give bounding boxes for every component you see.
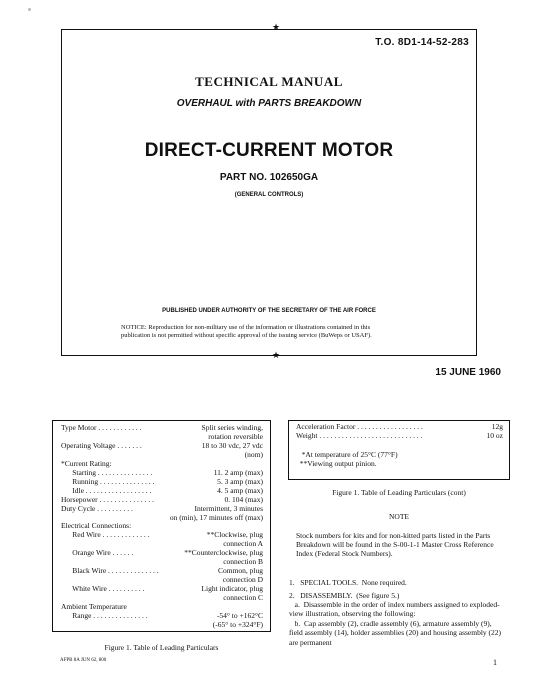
part-number: PART NO. 102650GA <box>219 172 319 183</box>
spec-value: 12g <box>491 422 503 431</box>
spec-row <box>61 602 263 611</box>
notice <box>121 324 421 340</box>
to-number: T.O. 8D1-14-52-283 <box>375 37 469 48</box>
spec-row <box>61 575 263 584</box>
spec-row <box>61 441 263 450</box>
spec-value: rotation reversible <box>208 431 263 441</box>
spec-value: **Clockwise, plug <box>206 530 263 540</box>
spec-label: Starting . . . . . . . . . . . . . . . <box>61 467 153 477</box>
spec-value: **Counterclockwise, plug <box>184 548 263 558</box>
note-heading: NOTE <box>389 512 409 521</box>
spec-label: Acceleration Factor . . . . . . . . . . . . . . . . . . <box>296 422 423 431</box>
spec-value: (-65° to +324°F) <box>212 619 263 629</box>
spec-label: *At temperature of 25°C (77°F) <box>296 449 398 459</box>
figure-caption: Figure 1. Table of Leading Particulars <box>104 643 219 652</box>
spec-row <box>61 468 263 477</box>
spec-row <box>61 477 263 486</box>
spec-row <box>61 459 263 468</box>
publication-date: 15 JUNE 1960 <box>435 367 501 378</box>
spec-value: 0. 104 (max) <box>224 494 263 504</box>
spec-label: Weight . . . . . . . . . . . . . . . . . . . . . . . . . . . . <box>296 431 423 441</box>
spec-label: Running . . . . . . . . . . . . . . . <box>61 476 155 486</box>
spec-label: Orange Wire . . . . . . <box>61 548 134 558</box>
spec-value: 18 to 30 vdc, 27 vdc <box>201 440 263 450</box>
spec-row <box>296 450 503 459</box>
spec-label: Electrical Connections: <box>61 521 132 531</box>
spec-row <box>61 566 263 575</box>
spec-value: connection D <box>222 575 263 585</box>
spec-value: connection A <box>223 539 263 549</box>
spec-value: -54° to +162°C <box>216 610 263 620</box>
spec-row <box>61 504 263 513</box>
print-code: AFPB 8A JUN 62, 800 <box>60 658 107 663</box>
spec-row <box>296 459 503 468</box>
spec-value: connection B <box>223 557 263 567</box>
spec-row <box>61 450 263 459</box>
authority-line: PUBLISHED UNDER AUTHORITY OF THE SECRETARY OF THE AIR FORCE <box>162 308 376 314</box>
star-icon: ★ <box>272 350 281 360</box>
spec-label: Operating Voltage . . . . . . . <box>61 440 142 450</box>
spec-row <box>61 432 263 441</box>
spec-row <box>296 422 503 431</box>
spec-value: (nom) <box>244 449 263 459</box>
spec-row <box>61 611 263 620</box>
manufacturer: (GENERAL CONTROLS) <box>234 192 304 198</box>
spec-label: Horsepower . . . . . . . . . . . . . . . <box>61 494 154 504</box>
spec-row <box>61 539 263 548</box>
spec-value: connection C <box>223 593 263 603</box>
spec-label: Black Wire . . . . . . . . . . . . . . <box>61 566 159 576</box>
spec-value: Split series winding, <box>201 423 263 432</box>
spec-row <box>61 620 263 629</box>
spec-row <box>61 557 263 566</box>
spec-value: 11. 2 amp (max) <box>213 467 263 477</box>
spec-row <box>296 440 503 449</box>
manual-subtitle: OVERHAUL with PARTS BREAKDOWN <box>176 98 362 109</box>
note-text: Stock numbers for kits and for non-kitted parts listed in the Parts Breakdown will be found in the S-00-1-1 Master Cross Reference Index (Federal Stock Numbers). <box>296 531 494 559</box>
spec-value: Common, plug <box>217 566 263 576</box>
spec-row <box>61 593 263 602</box>
scan-speck <box>28 8 31 11</box>
disassembly-text: a. Disassemble in the order of index numbers assigned to exploded-view illustration, observing the following: b. Cap assembly (2), cradle assembly (6), armature assembly (9), field assembly (14), holder assemblies (20) and housing assembly (22) are permanent <box>289 600 502 647</box>
spec-label: *Current Rating: <box>61 458 112 468</box>
spec-row <box>61 548 263 557</box>
paragraph-disassembly: 2. DISASSEMBLY. (See figure 5.) <box>289 591 400 600</box>
spec-row <box>61 513 263 522</box>
spec-label: Duty Cycle . . . . . . . . . . <box>61 503 133 513</box>
star-icon: ★ <box>272 22 281 32</box>
notice-line-2: publication is not permitted without specific approval of the issuing service (BuWeps or USAF). <box>121 332 372 339</box>
spec-label: White Wire . . . . . . . . . . <box>61 584 145 594</box>
main-title: DIRECT-CURRENT MOTOR <box>144 140 394 161</box>
paragraph-special-tools: 1. SPECIAL TOOLS. None required. <box>289 578 407 587</box>
figure-caption-cont: Figure 1. Table of Leading Particulars (cont) <box>332 488 466 497</box>
spec-value: Intermittent, 3 minutes <box>194 503 263 513</box>
spec-row <box>61 486 263 495</box>
spec-label: Type Motor . . . . . . . . . . . . <box>61 423 142 432</box>
spec-row <box>296 431 503 440</box>
spec-label: Range . . . . . . . . . . . . . . . <box>61 610 148 620</box>
spec-row <box>61 521 263 530</box>
spec-value: 4. 5 amp (max) <box>217 485 263 495</box>
spec-value: 5. 3 amp (max) <box>217 476 263 486</box>
spec-label: Ambient Temperature <box>61 602 127 611</box>
spec-label: Red Wire . . . . . . . . . . . . . <box>61 530 150 540</box>
spec-row <box>61 530 263 539</box>
spec-row <box>61 423 263 432</box>
page-number: 1 <box>493 658 497 667</box>
spec-value: Light indicator, plug <box>201 584 263 594</box>
spec-label: Idle . . . . . . . . . . . . . . . . . . <box>61 485 152 495</box>
spec-value: on (min), 17 minutes off (max) <box>169 512 263 522</box>
spec-row <box>61 495 263 504</box>
spec-value: 10 oz <box>486 431 503 441</box>
spec-label: **Viewing output pinion. <box>296 458 377 468</box>
notice-line-1: NOTICE: Reproduction for non-military use of the information or illustrations contained in this <box>121 324 371 331</box>
spec-row <box>61 584 263 593</box>
manual-title: TECHNICAL MANUAL <box>195 74 343 89</box>
